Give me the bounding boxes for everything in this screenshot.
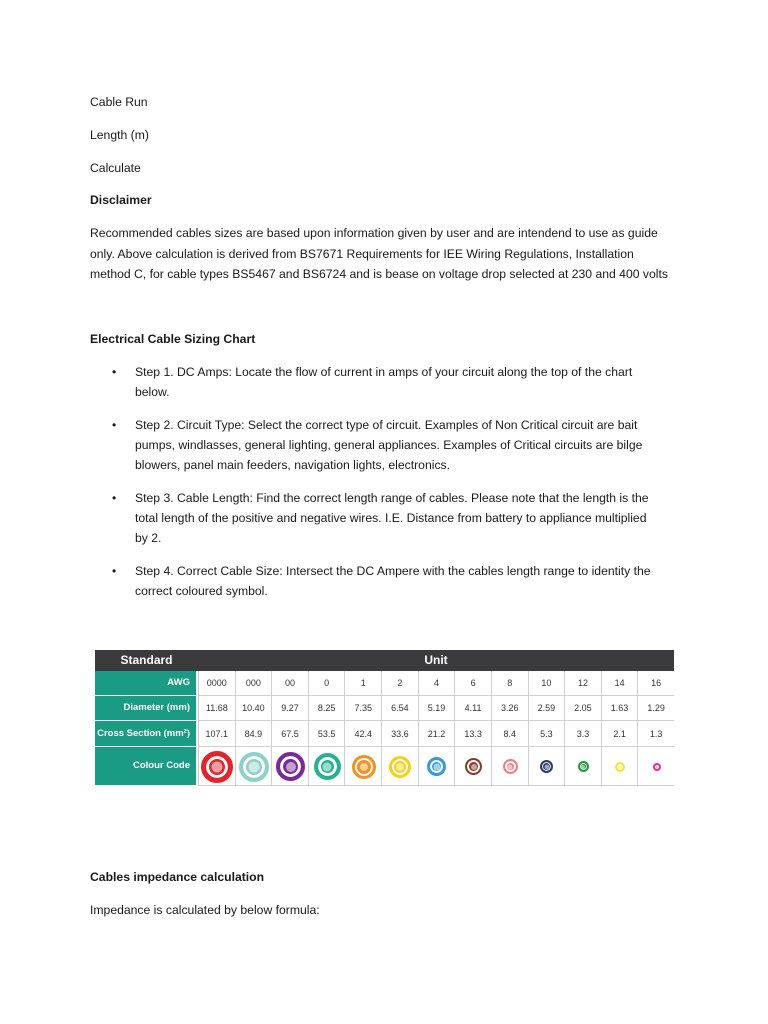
step-line: total length of the positive and negative wires. I.E. Distance from battery to appliance multiplied bbox=[135, 511, 647, 525]
list-item bbox=[90, 415, 690, 475]
cable-core-icon bbox=[323, 762, 332, 771]
list-item bbox=[90, 362, 690, 402]
colour-code-cell bbox=[637, 747, 674, 786]
table-header bbox=[95, 650, 674, 671]
awg-cell: 4 bbox=[418, 671, 455, 696]
disclaimer-heading: Disclaimer bbox=[90, 193, 152, 207]
cable-colour-icon bbox=[352, 755, 376, 779]
list-item bbox=[90, 561, 690, 601]
colour-code-cell bbox=[235, 747, 272, 786]
cross-section-cell: 84.9 bbox=[235, 721, 272, 747]
cable-core-icon bbox=[286, 762, 296, 772]
awg-cell: 8 bbox=[491, 671, 528, 696]
awg-cell: 14 bbox=[601, 671, 638, 696]
cable-colour-icon bbox=[314, 753, 341, 780]
cable-core-icon bbox=[471, 764, 477, 770]
cable-colour-icon bbox=[578, 761, 589, 772]
diameter-cell: 11.68 bbox=[198, 696, 235, 721]
colour-code-cell bbox=[601, 747, 638, 786]
diameter-cell: 2.59 bbox=[528, 696, 565, 721]
colour-code-cell bbox=[381, 747, 418, 786]
diameter-cell: 6.54 bbox=[381, 696, 418, 721]
cable-colour-icon bbox=[276, 752, 305, 781]
impedance-text: Impedance is calculated by below formula: bbox=[90, 903, 320, 917]
colour-code-cell bbox=[528, 747, 565, 786]
row-label-cross-section: Cross Section (mm²) bbox=[95, 721, 196, 746]
cable-core-icon bbox=[396, 763, 404, 771]
step-line: • Step 3. Cable Length: Find the correct length range of cables. Please note that the length is the bbox=[135, 491, 649, 505]
cable-colour-icon bbox=[201, 751, 233, 783]
steps-list bbox=[90, 362, 690, 614]
diameter-cell: 9.27 bbox=[271, 696, 308, 721]
cross-section-cell: 2.1 bbox=[601, 721, 638, 747]
length-label: Length (m) bbox=[90, 128, 149, 142]
cross-section-cell: 67.5 bbox=[271, 721, 308, 747]
cable-core-icon bbox=[433, 763, 440, 770]
header-unit: Unit bbox=[424, 653, 448, 667]
diameter-cell: 7.35 bbox=[344, 696, 381, 721]
awg-cell: 10 bbox=[528, 671, 565, 696]
step-line: correct coloured symbol. bbox=[135, 584, 268, 598]
cable-core-icon bbox=[212, 761, 223, 772]
cable-run-label: Cable Run bbox=[90, 95, 148, 109]
awg-cell: 00 bbox=[271, 671, 308, 696]
cable-core-icon bbox=[508, 764, 513, 769]
cross-section-cell: 1.3 bbox=[637, 721, 674, 747]
step-line: • Step 1. DC Amps: Locate the flow of current in amps of your circuit along the top of the chart bbox=[135, 365, 633, 379]
header-standard: Standard bbox=[120, 653, 173, 667]
colour-code-cell bbox=[344, 747, 381, 786]
cable-colour-icon bbox=[503, 759, 518, 774]
awg-cell: 0 bbox=[308, 671, 345, 696]
awg-cell: 6 bbox=[454, 671, 491, 696]
cross-section-cell: 3.3 bbox=[564, 721, 601, 747]
awg-cell: 000 bbox=[235, 671, 272, 696]
diameter-cell: 1.29 bbox=[637, 696, 674, 721]
cable-colour-icon bbox=[615, 762, 625, 772]
cross-section-cell: 42.4 bbox=[344, 721, 381, 747]
colour-code-cell bbox=[454, 747, 491, 786]
diameter-cell: 1.63 bbox=[601, 696, 638, 721]
cable-core-icon bbox=[581, 765, 585, 769]
diameter-cell: 3.26 bbox=[491, 696, 528, 721]
cable-colour-icon bbox=[653, 763, 661, 771]
colour-code-cell bbox=[418, 747, 455, 786]
cable-core-icon bbox=[655, 765, 658, 768]
cross-section-cell: 8.4 bbox=[491, 721, 528, 747]
colour-code-cell bbox=[308, 747, 345, 786]
list-item bbox=[90, 488, 690, 548]
awg-cell: 1 bbox=[344, 671, 381, 696]
colour-code-cell bbox=[198, 747, 235, 786]
row-label-diameter: Diameter (mm) bbox=[95, 696, 196, 720]
cable-core-icon bbox=[618, 765, 622, 769]
calculate-label: Calculate bbox=[90, 161, 141, 175]
step-line: blowers, panel main feeders, navigation lights, electronics. bbox=[135, 458, 451, 472]
colour-code-cell bbox=[564, 747, 601, 786]
cross-section-cell: 53.5 bbox=[308, 721, 345, 747]
cable-core-icon bbox=[360, 763, 368, 771]
cable-core-icon bbox=[544, 764, 549, 769]
awg-cell: 16 bbox=[637, 671, 674, 696]
cable-colour-icon bbox=[465, 758, 482, 775]
diameter-cell: 5.19 bbox=[418, 696, 455, 721]
diameter-cell: 4.11 bbox=[454, 696, 491, 721]
step-line: by 2. bbox=[135, 531, 162, 545]
cable-core-icon bbox=[248, 761, 259, 772]
cable-sizing-table bbox=[95, 650, 674, 786]
cross-section-cell: 33.6 bbox=[381, 721, 418, 747]
cable-colour-icon bbox=[389, 756, 411, 778]
awg-cell: 0000 bbox=[198, 671, 235, 696]
disclaimer-line: Recommended cables sizes are based upon information given by user and are intendend to use as guide bbox=[90, 226, 658, 240]
cross-section-cell: 21.2 bbox=[418, 721, 455, 747]
step-line: below. bbox=[135, 385, 170, 399]
colour-code-cell bbox=[491, 747, 528, 786]
disclaimer-line: method C, for cable types BS5467 and BS6724 and is bease on voltage drop selected at 230 and 400 volts bbox=[90, 267, 668, 281]
disclaimer-text bbox=[90, 223, 690, 285]
cross-section-cell: 5.3 bbox=[528, 721, 565, 747]
step-line: • Step 2. Circuit Type: Select the correct type of circuit. Examples of Non Critical circuit are bait bbox=[135, 418, 638, 432]
step-line: • Step 4. Correct Cable Size: Intersect the DC Ampere with the cables length range to identity the bbox=[135, 564, 651, 578]
diameter-cell: 2.05 bbox=[564, 696, 601, 721]
cable-colour-icon bbox=[540, 760, 553, 773]
row-label-colour-code: Colour Code bbox=[95, 747, 196, 785]
chart-section-heading: Electrical Cable Sizing Chart bbox=[90, 332, 256, 346]
diameter-cell: 8.25 bbox=[308, 696, 345, 721]
cable-colour-icon bbox=[239, 752, 269, 782]
row-label-awg: AWG bbox=[95, 671, 196, 695]
diameter-cell: 10.40 bbox=[235, 696, 272, 721]
colour-code-cell bbox=[271, 747, 308, 786]
disclaimer-line: only. Above calculation is derived from BS7671 Requirements for IEE Wiring Regulations, Installation bbox=[90, 246, 634, 261]
impedance-heading: Cables impedance calculation bbox=[90, 870, 265, 884]
awg-cell: 12 bbox=[564, 671, 601, 696]
cross-section-cell: 13.3 bbox=[454, 721, 491, 747]
cross-section-cell: 107.1 bbox=[198, 721, 235, 747]
cable-colour-icon bbox=[427, 757, 446, 776]
step-line: pumps, windlasses, general lighting, general appliances. Examples of Critical circuits are bilge bbox=[135, 438, 643, 452]
awg-cell: 2 bbox=[381, 671, 418, 696]
